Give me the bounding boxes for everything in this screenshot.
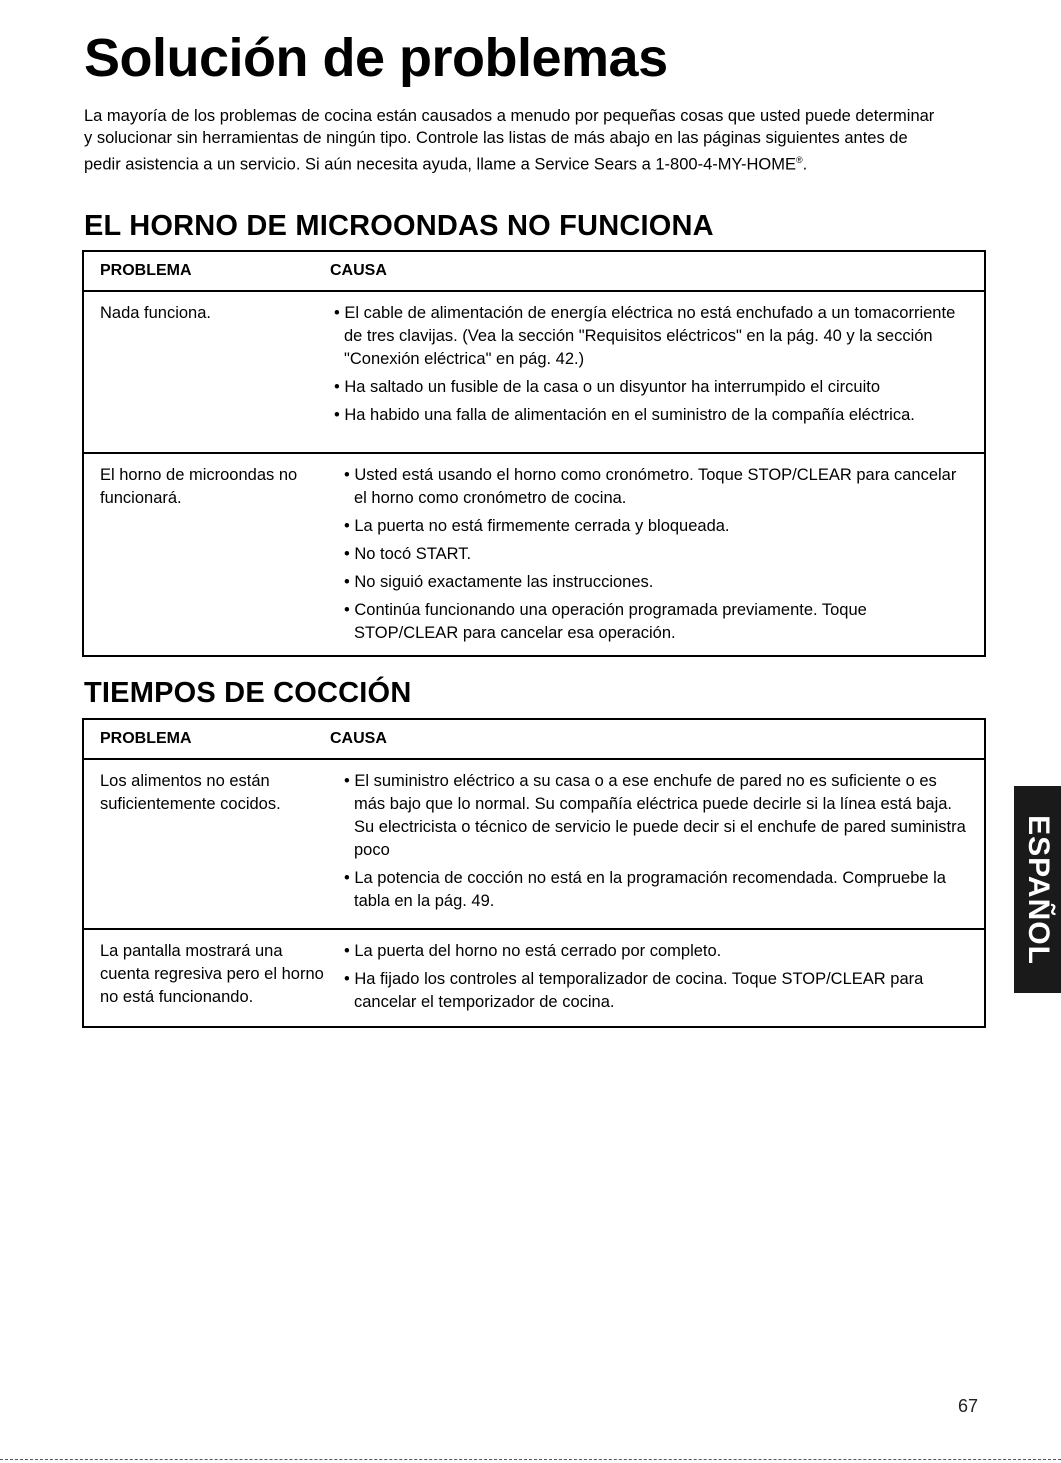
cause-item: • La potencia de cocción no está en la programación recomendada. Compruebe la tabla en la pág. 49. bbox=[344, 869, 946, 910]
cause-item: • No tocó START. bbox=[344, 545, 472, 563]
intro-end: . bbox=[802, 155, 808, 174]
table-header bbox=[84, 720, 984, 760]
problem-cell: La pantalla mostrará una cuenta regresiva pero el horno no está funcionando. bbox=[100, 942, 324, 1006]
page-title: Solución de problemas bbox=[84, 28, 668, 88]
table-row bbox=[84, 452, 984, 655]
problem-cell: Los alimentos no están suficientemente cocidos. bbox=[100, 772, 281, 813]
column-header-problem: PROBLEMA bbox=[100, 262, 192, 279]
cause-cell bbox=[340, 770, 984, 928]
table-row bbox=[84, 292, 984, 452]
cause-item: • No siguió exactamente las instrucciones. bbox=[344, 573, 654, 591]
language-tab bbox=[1014, 786, 1061, 993]
table-header bbox=[84, 252, 984, 292]
intro-paragraph bbox=[84, 105, 944, 176]
cause-item: • El suministro eléctrico a su casa o a ese enchufe de pared no es suficiente o es más bajo que lo normal. Su compañía eléctrica puede decirle si la línea está baja. Su electricista o técnico de servicio le puede decir si el enchufe de pared suministra poco bbox=[344, 772, 966, 859]
column-header-cause: CAUSA bbox=[330, 262, 387, 279]
cause-item: • Ha habido una falla de alimentación en el suministro de la compañía eléctrica. bbox=[334, 406, 915, 424]
cause-item: • La puerta no está firmemente cerrada y bloqueada. bbox=[344, 517, 730, 535]
cause-item: • Ha fijado los controles al temporalizador de cocina. Toque STOP/CLEAR para cancelar el temporizador de cocina. bbox=[344, 970, 924, 1011]
cause-item: • La puerta del horno no está cerrado por completo. bbox=[344, 942, 722, 960]
table-row bbox=[84, 760, 984, 928]
table-row bbox=[84, 928, 984, 1026]
intro-text: La mayoría de los problemas de cocina están causados a menudo por pequeñas cosas que usted puede determinar y solucionar sin herramientas de ningún tipo. Controle las listas de más abajo en las páginas siguientes antes de pedir asistencia a un servicio. Si aún necesita ayuda, llame a Service Sears a 1-800-4-MY-HOME bbox=[84, 107, 935, 174]
registered-mark: ® bbox=[795, 155, 803, 165]
section-heading-microwave-not-working: EL HORNO DE MICROONDAS NO FUNCIONA bbox=[84, 210, 714, 242]
problem-cell: Nada funciona. bbox=[100, 304, 211, 322]
page-number: 67 bbox=[958, 1396, 979, 1416]
problem-cell: El horno de microondas no funcionará. bbox=[100, 466, 298, 507]
cause-item: • Continúa funcionando una operación programada previamente. Toque STOP/CLEAR para cancelar esa operación. bbox=[344, 601, 867, 642]
bottom-divider bbox=[0, 1459, 1061, 1460]
cause-item: • El cable de alimentación de energía eléctrica no está enchufado a un tomacorriente de tres clavijas. (Vea la sección "Requisitos eléctricos" en la pág. 40 y la sección "Conexión eléctrica" en pág. 42.) bbox=[334, 304, 956, 368]
cause-item: • Usted está usando el horno como cronómetro. Toque STOP/CLEAR para cancelar el horno como cronómetro de cocina. bbox=[344, 466, 957, 507]
section-heading-cooking-times: TIEMPOS DE COCCIÓN bbox=[84, 677, 412, 709]
cause-item: • Ha saltado un fusible de la casa o un disyuntor ha interrumpido el circuito bbox=[334, 378, 880, 396]
troubleshooting-table-not-working bbox=[82, 250, 986, 657]
language-tab-label: ESPAÑOL bbox=[1021, 814, 1055, 965]
cause-cell bbox=[330, 302, 984, 452]
column-header-cause: CAUSA bbox=[330, 730, 387, 747]
column-header-problem: PROBLEMA bbox=[100, 730, 192, 747]
cause-cell bbox=[340, 464, 984, 645]
troubleshooting-table-cooking-times bbox=[82, 718, 986, 1028]
cause-cell bbox=[340, 940, 984, 1014]
